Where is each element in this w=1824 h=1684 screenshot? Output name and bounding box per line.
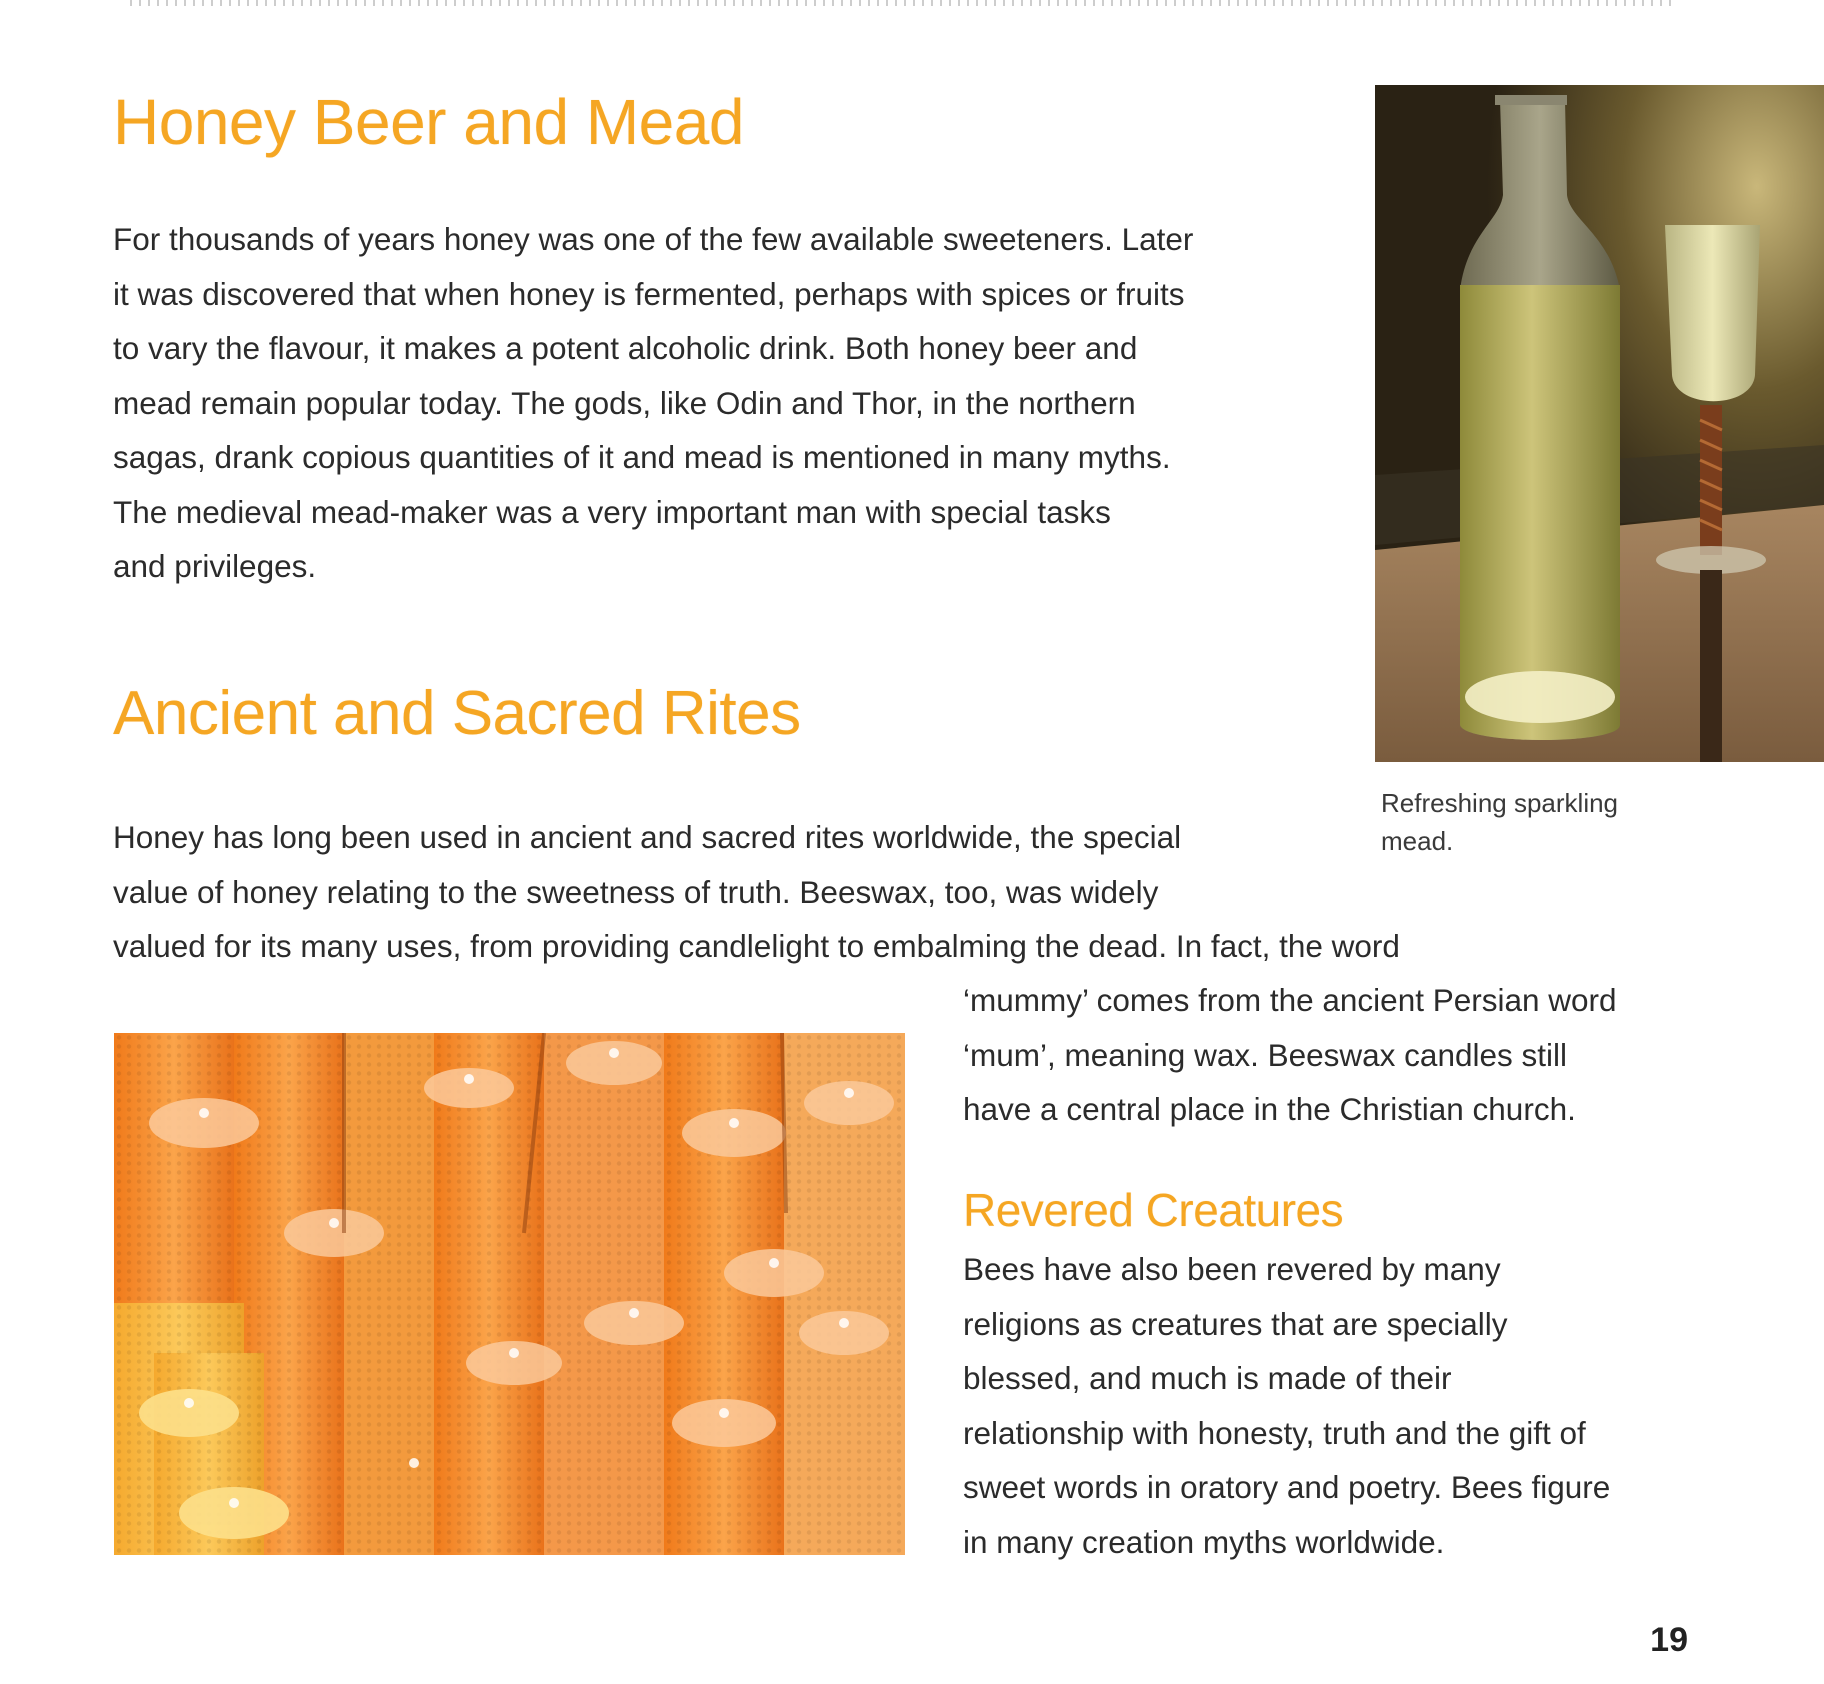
paragraph-revered-creatures [963,1242,1610,1569]
paragraph-line: to vary the flavour, it makes a potent alcoholic drink. Both honey beer and [113,330,1138,366]
mead-bottle-photo [1375,85,1824,762]
paragraph-ancient-rites-right-column [963,973,1617,1137]
beeswax-candles-photo [114,1033,905,1555]
paragraph-line: ‘mum’, meaning wax. Beeswax candles still [963,1036,1567,1073]
page-number: 19 [1650,1621,1688,1659]
paragraph-line: mead remain popular today. The gods, like Odin and Thor, in the northern [113,384,1136,421]
top-dotted-rule [130,0,1675,6]
paragraph-line: valued for its many uses, from providing candlelight to embalming the dead. In fact, the word [113,928,1400,964]
paragraph-line: in many creation myths worldwide. [963,1523,1445,1560]
paragraph-honey-beer [113,212,1193,594]
heading-ancient-and-sacred-rites: Ancient and Sacred Rites [113,679,801,748]
paragraph-line: ‘mummy’ comes from the ancient Persian word [963,982,1617,1018]
paragraph-line: and privileges. [113,548,317,584]
paragraph-ancient-rites-full-width [113,810,1400,974]
paragraph-line: sweet words in oratory and poetry. Bees figure [963,1469,1611,1505]
paragraph-line: Honey has long been used in ancient and sacred rites worldwide, the special [113,819,1182,855]
paragraph-line: have a central place in the Christian church. [963,1091,1576,1127]
paragraph-line: For thousands of years honey was one of the few available sweeteners. Later [113,221,1194,257]
paragraph-line: religions as creatures that are specially [963,1305,1508,1342]
paragraph-line: relationship with honesty, truth and the gift of [963,1414,1586,1451]
caption-line: Refreshing sparkling [1381,788,1619,818]
heading-honey-beer-and-mead: Honey Beer and Mead [113,86,744,158]
paragraph-line: The medieval mead-maker was a very important man with special tasks [113,493,1111,530]
paragraph-line: Bees have also been revered by many [963,1251,1501,1287]
paragraph-line: it was discovered that when honey is fermented, perhaps with spices or fruits [113,275,1185,312]
paragraph-line: blessed, and much is made of their [963,1360,1452,1396]
heading-revered-creatures: Revered Creatures [963,1184,1344,1236]
paragraph-line: sagas, drank copious quantities of it and mead is mentioned in many myths. [113,439,1171,475]
paragraph-line: value of honey relating to the sweetness of truth. Beeswax, too, was widely [113,873,1159,910]
mead-photo-caption [1381,784,1618,860]
caption-line: mead. [1381,826,1454,856]
